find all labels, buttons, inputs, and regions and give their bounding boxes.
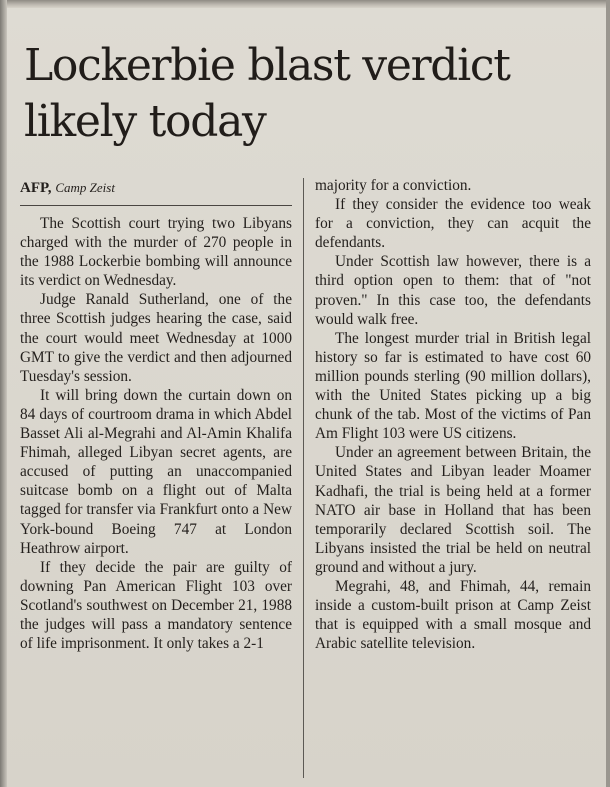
right-edge-shadow <box>606 0 610 787</box>
byline-place: Camp Zeist <box>55 180 115 195</box>
paragraph: Under an agreement between Britain, the United States and Libyan leader Moamer Kadhafi, the trial is being held at a former NATO air base in Holland that has been temporarily declared Scottish soil. The Libyans insisted the trial be held on neutral ground and without a jury. <box>315 444 591 576</box>
byline-agency: AFP, <box>20 180 52 196</box>
paragraph: The Scottish court trying two Libyans charged with the murder of 270 people in the 1988 Lockerbie bombing will announce its verdict on Wednesday. <box>20 215 292 290</box>
paragraph-continued: majority for a conviction. <box>315 177 472 194</box>
headline: Lockerbie blast verdict likely today <box>24 40 510 147</box>
byline <box>20 178 292 206</box>
article-column-left <box>20 178 292 653</box>
paragraph: Judge Ranald Sutherland, one of the three Scottish judges hearing the case, said the court would meet Wednesday at 1000 GMT to give the verdict and then adjourned Tuesday's session. <box>20 291 292 385</box>
paragraph: Megrahi, 48, and Fhimah, 44, remain inside a custom-built prison at Camp Zeist that is equipped with a small mosque and Arabic satellite television. <box>315 577 591 653</box>
column-divider <box>303 178 304 778</box>
top-border <box>0 0 610 8</box>
paragraph: If they consider the evidence too weak for a conviction, they can acquit the defendants. <box>315 196 591 252</box>
paragraph: The longest murder trial in British legal history so far is estimated to have cost 60 million pounds sterling (90 million dollars), with the United States picking up a big chunk of the tab. Most of the victims of Pan Am Flight 103 were US citizens. <box>315 329 591 443</box>
article-column-right <box>315 176 591 653</box>
left-edge-shadow <box>0 0 7 787</box>
paragraph: It will bring down the curtain down on 84 days of courtroom drama in which Abdel Basset Ali al-Megrahi and Al-Amin Khalifa Fhimah, alleged Libyan secret agents, are accused of putting an unaccompanied suitcase bomb on a flight out of Malta tagged for transfer via Frankfurt onto a New York-bound Boeing 747 at London Heathrow airport. <box>20 386 292 557</box>
paragraph: Under Scottish law however, there is a third option open to them: that of "not proven." In this case too, the defendants would walk free. <box>315 253 591 328</box>
paragraph: If they decide the pair are guilty of downing Pan American Flight 103 over Scotland's southwest on December 21, 1988 the judges will pass a mandatory sentence of life imprisonment. It only takes a 2-1 <box>20 558 292 653</box>
